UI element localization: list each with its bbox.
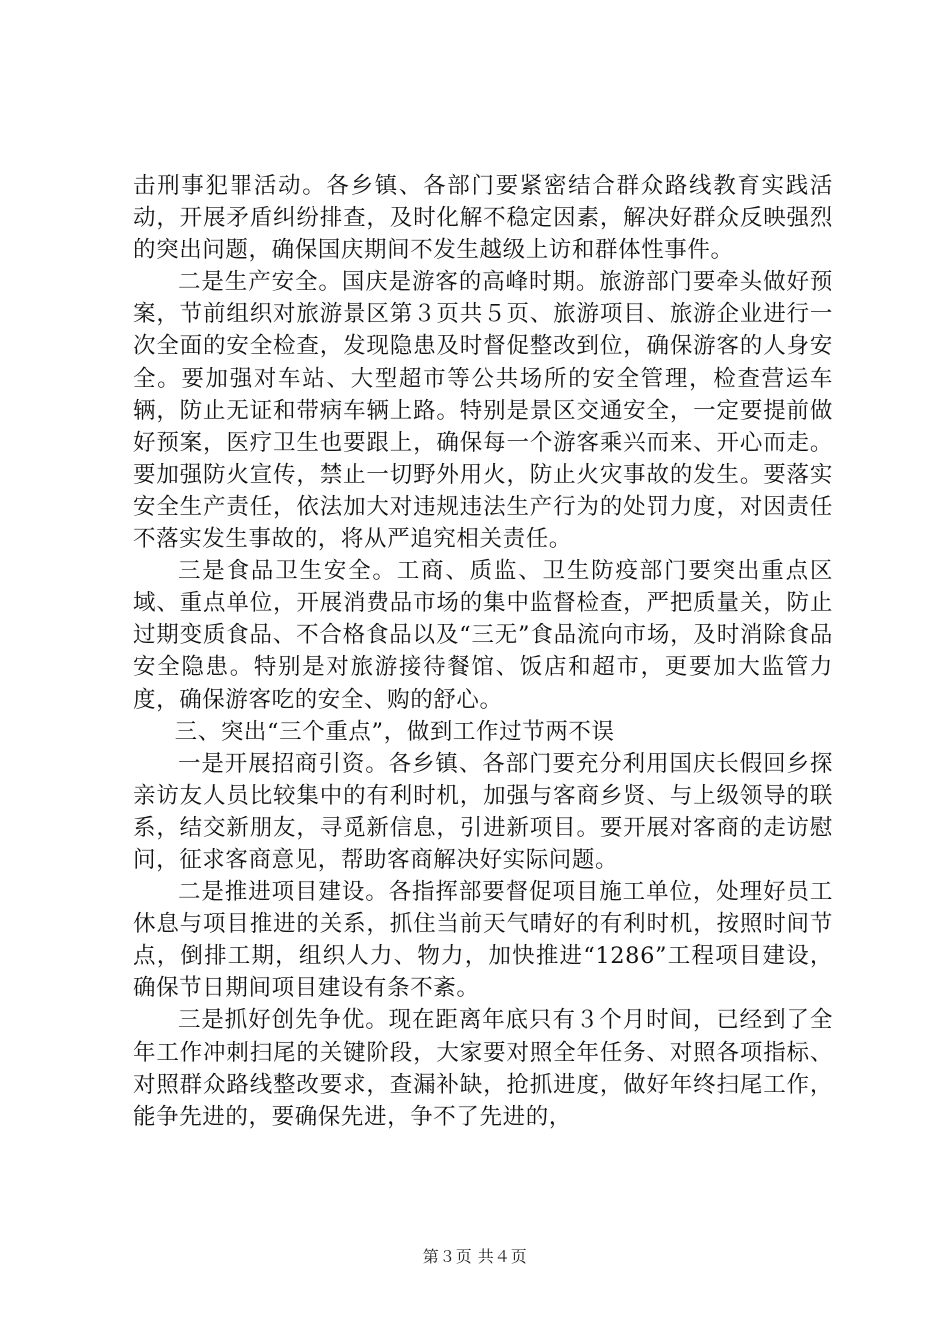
page-footer <box>0 1244 950 1267</box>
page-total: 共４页 <box>477 1247 528 1266</box>
paragraph-production-safety: 二是生产安全。国庆是游客的高峰时期。旅游部门要牵头做好预案，节前组织对旅游景区第３页共５页、旅游项目、旅游企业进行一次全面的安全检查，发现隐患及时督促整改到位，确保游客的人身安全。要加强对车站、大型超市等公共场所的安全管理，检查营运车辆，防止无证和带病车辆上路。特别是景区交通安全，一定要提前做好预案，医疗卫生也要跟上，确保每一个游客乘兴而来、开心而走。要加强防火宣传，禁止一切野外用火，防止火灾事故的发生。要落实安全生产责任，依法加大对违规违法生产行为的处罚力度，对因责任不落实发生事故的，将从严追究相关责任。 <box>133 269 833 553</box>
paragraph-project-construction: 二是推进项目建设。各指挥部要督促项目施工单位，处理好员工休息与项目推进的关系，抓住当前天气晴好的有利时机，按照时间节点，倒排工期，组织人力、物力，加快推进“1286”工程项目建设，确保节日期间项目建设有条不紊。 <box>133 879 833 1002</box>
section-heading: 三、突出“三个重点”，做到工作过节两不误 <box>174 718 615 745</box>
paragraph-investment: 一是开展招商引资。各乡镇、各部门要充分利用国庆长假回乡探亲访友人员比较集中的有利时机，加强与客商乡贤、与上级领导的联系，结交新朋友，寻觅新信息，引进新项目。要开展对客商的走访慰问，征求客商意见，帮助客商解决好实际问题。 <box>133 750 833 873</box>
document-body <box>133 170 833 1133</box>
paragraph-excellence: 三是抓好创先争优。现在距离年底只有３个月时间，已经到了全年工作冲刺扫尾的关键阶段，大家要对照全年任务、对照各项指标、对照群众路线整改要求，查漏补缺，抢抓进度，做好年终扫尾工作，能争先进的，要确保先进，争不了先进的， <box>133 1007 833 1130</box>
paragraph-food-safety: 三是食品卫生安全。工商、质监、卫生防疫部门要突出重点区域、重点单位，开展消费品市场的集中监督检查，严把质量关，防止过期变质食品、不合格食品以及“三无”食品流向市场，及时消除食品安全隐患。特别是对旅游接待餐馆、饭店和超市，更要加大监管力度，确保游客吃的安全、购的舒心。 <box>133 558 833 713</box>
paragraph-continuation: 击刑事犯罪活动。各乡镇、各部门要紧密结合群众路线教育实践活动，开展矛盾纠纷排查，及时化解不稳定因素，解决好群众反映强烈的突出问题，确保国庆期间不发生越级上访和群体性事件。 <box>133 173 833 264</box>
page-number: 第３页 <box>422 1247 473 1266</box>
